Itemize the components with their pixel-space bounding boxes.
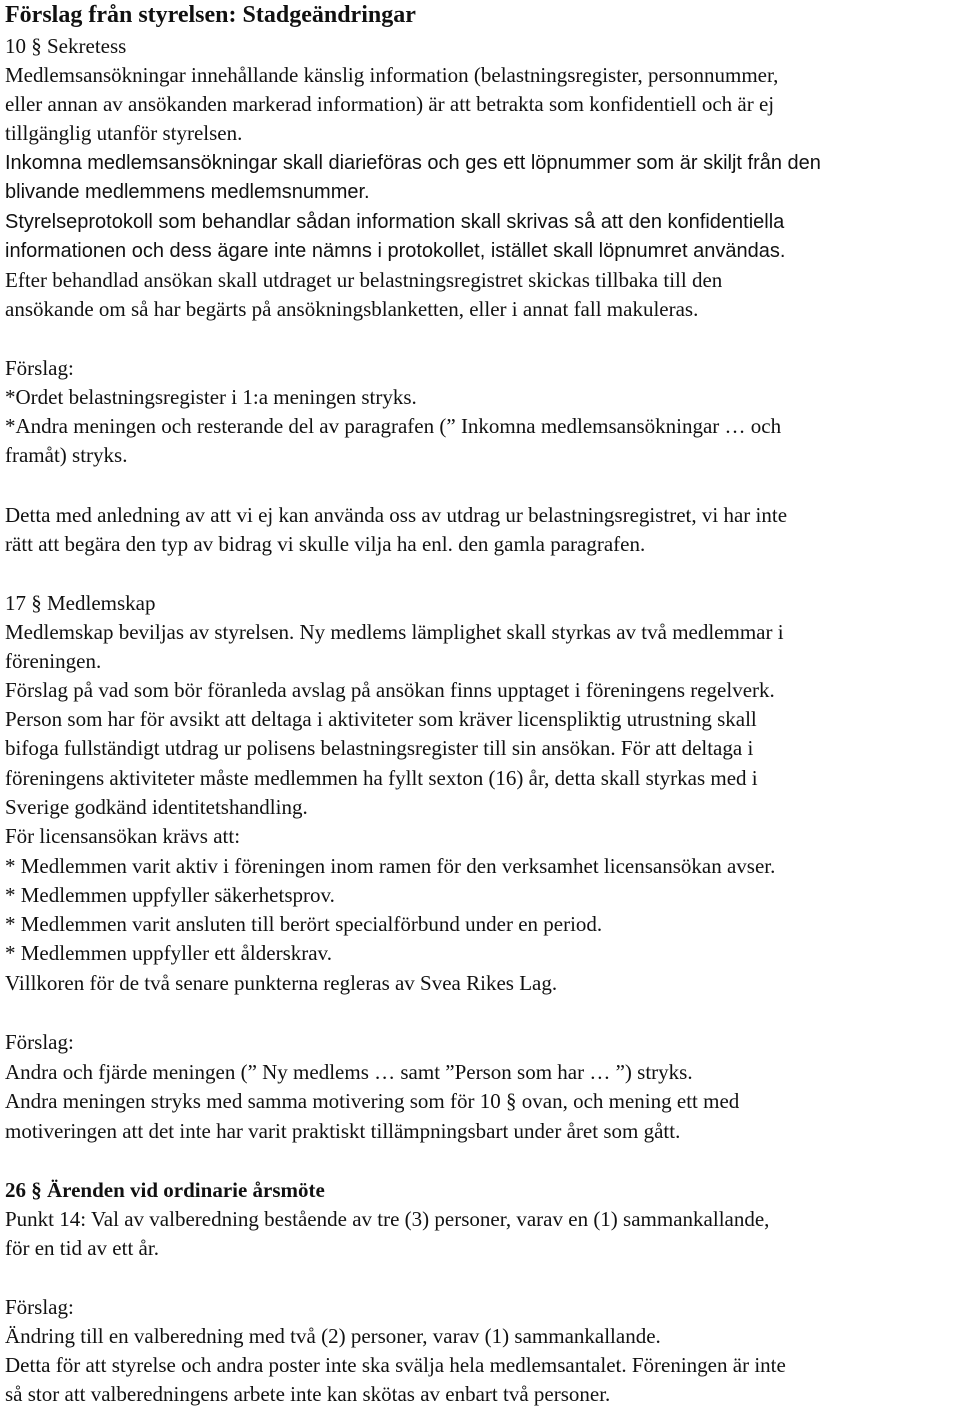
proposal-label: Förslag: (5, 1030, 74, 1054)
list-item: * Medlemmen uppfyller ett ålderskrav. (5, 941, 332, 965)
paragraph-line: eller annan av ansökanden markerad information) är att betrakta som konfidentiell och är ej (5, 92, 775, 116)
paragraph-line: Inkomna medlemsansökningar skall diarieföras och ges ett löpnummer som är skiljt från den (5, 152, 821, 174)
paragraph-line: Punkt 14: Val av valberedning bestående av tre (3) personer, varav en (1) sammankallande, (5, 1207, 770, 1231)
proposal-line: framåt) stryks. (5, 443, 128, 467)
paragraph-line: ansökande om så har begärts på ansökningsblanketten, eller i annat fall makuleras. (5, 297, 699, 321)
paragraph-line: Förslag på vad som bör föranleda avslag på ansökan finns upptaget i föreningens regelverk. (5, 678, 775, 702)
document-title: Förslag från styrelsen: Stadgeändringar (5, 2, 416, 28)
proposal-line: Andra och fjärde meningen (” Ny medlems … samt ”Person som har … ”) stryks. (5, 1060, 693, 1084)
proposal-line: motiveringen att det inte har varit praktiskt tillämpningsbart under året som gått. (5, 1119, 681, 1143)
motivation-line: rätt att begära den typ av bidrag vi skulle vilja ha enl. den gamla paragrafen. (5, 532, 646, 556)
list-item: * Medlemmen varit aktiv i föreningen inom ramen för den verksamhet licensansökan avser. (5, 854, 776, 878)
proposal-label: Förslag: (5, 1295, 74, 1319)
paragraph-line: för en tid av ett år. (5, 1236, 159, 1260)
proposal-line: så stor att valberedningens arbete inte kan skötas av enbart två personer. (5, 1382, 611, 1406)
paragraph-line: För licensansökan krävs att: (5, 824, 241, 848)
paragraph-line: Medlemskap beviljas av styrelsen. Ny medlems lämplighet skall styrkas av två medlemmar i (5, 620, 784, 644)
section-heading-sekretess: 10 § Sekretess (5, 34, 127, 58)
paragraph-line: Person som har för avsikt att deltaga i aktiviteter som kräver licenspliktig utrustning skall (5, 707, 757, 731)
proposal-line: Detta för att styrelse och andra poster inte ska svälja hela medlemsantalet. Föreningen är inte (5, 1353, 786, 1377)
proposal-line: Andra meningen stryks med samma motivering som för 10 § ovan, och mening ett med (5, 1089, 740, 1113)
list-item: * Medlemmen uppfyller säkerhetsprov. (5, 883, 335, 907)
paragraph-line: Styrelseprotokoll som behandlar sådan information skall skrivas så att den konfidentiella (5, 211, 785, 233)
paragraph-line: Sverige godkänd identitetshandling. (5, 795, 308, 819)
section-heading-arenden: 26 § Ärenden vid ordinarie årsmöte (5, 1178, 325, 1202)
paragraph-line: Medlemsansökningar innehållande känslig information (belastningsregister, personnummer, (5, 63, 779, 87)
paragraph-line: föreningen. (5, 649, 102, 673)
list-item: * Medlemmen varit ansluten till berört specialförbund under en period. (5, 912, 603, 936)
motivation-line: Detta med anledning av att vi ej kan använda oss av utdrag ur belastningsregistret, vi har inte (5, 503, 788, 527)
proposal-line: Ändring till en valberedning med två (2) personer, varav (1) sammankallande. (5, 1324, 661, 1348)
paragraph-line: bifoga fullständigt utdrag ur polisens belastningsregister till sin ansökan. För att deltaga i (5, 736, 754, 760)
proposal-label: Förslag: (5, 356, 74, 380)
section-heading-medlemskap: 17 § Medlemskap (5, 591, 156, 615)
paragraph-line: tillgänglig utanför styrelsen. (5, 121, 243, 145)
proposal-line: *Ordet belastningsregister i 1:a meningen stryks. (5, 385, 417, 409)
paragraph-line: informationen och dess ägare inte nämns i protokollet, istället skall löpnumret användas. (5, 240, 786, 262)
paragraph-line: blivande medlemmens medlemsnummer. (5, 181, 370, 203)
paragraph-line: Villkoren för de två senare punkterna regleras av Svea Rikes Lag. (5, 971, 558, 995)
proposal-line: *Andra meningen och resterande del av paragrafen (” Inkomna medlemsansökningar … och (5, 414, 782, 438)
paragraph-line: Efter behandlad ansökan skall utdraget ur belastningsregistret skickas tillbaka till den (5, 268, 723, 292)
paragraph-line: föreningens aktiviteter måste medlemmen ha fyllt sexton (16) år, detta skall styrkas med i (5, 766, 758, 790)
